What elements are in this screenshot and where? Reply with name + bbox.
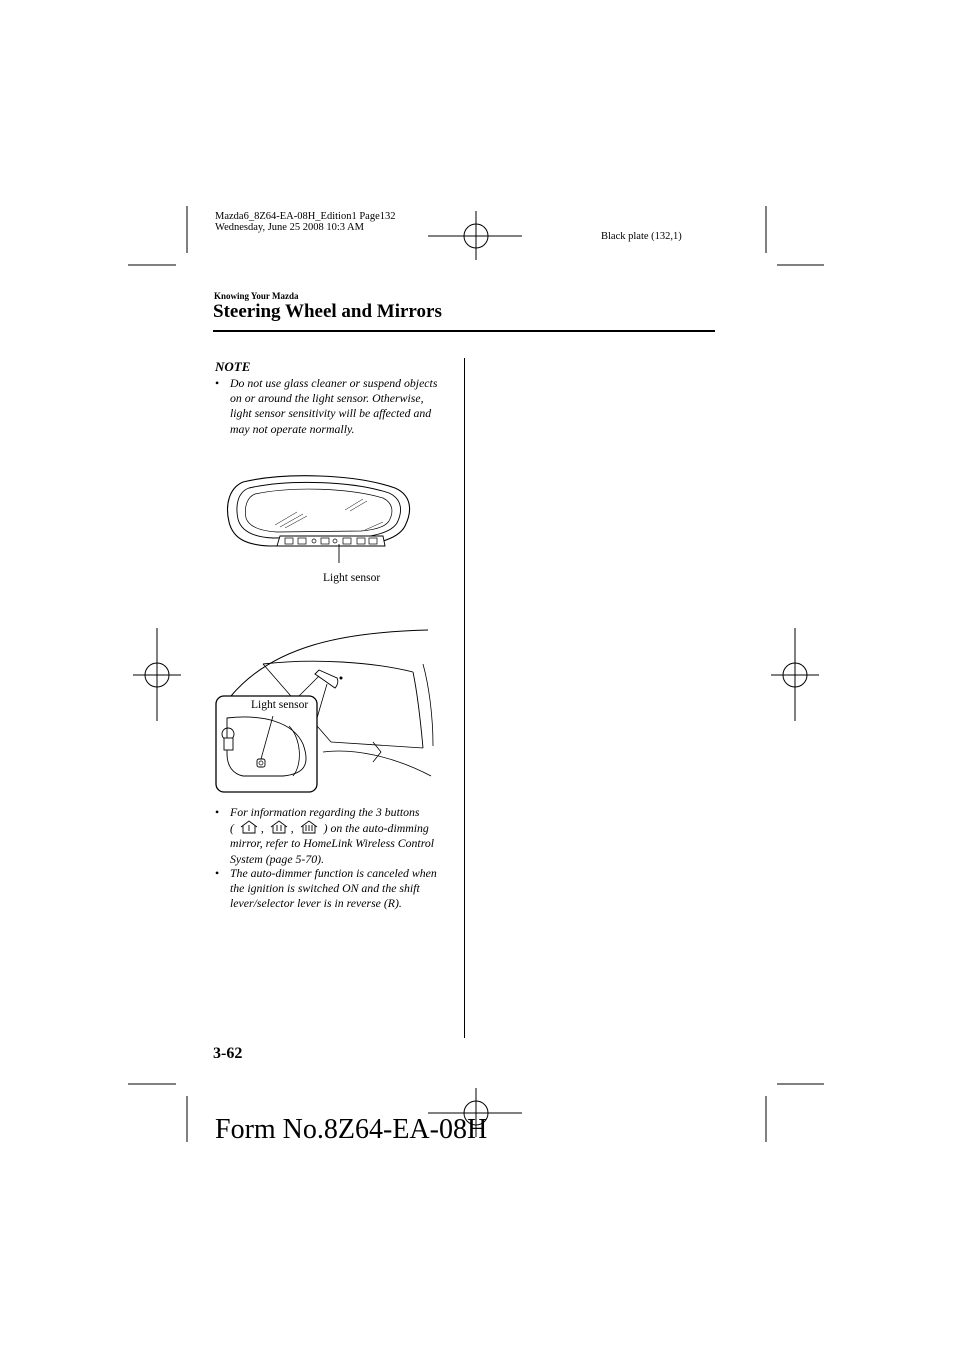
bullet-icon: • [215,805,220,819]
bullet-text: ) on the auto-dimming [323,821,429,836]
title-rule [213,330,715,332]
bullet-line: lever/selector lever is in reverse (R). [230,896,402,911]
page-number: 3-62 [213,1045,243,1062]
bullet-line: on or around the light sensor. Otherwise, [230,391,424,406]
bullet-line: may not operate normally. [230,421,355,436]
homelink-house-icon [269,820,289,834]
note-bullet-glass-cleaner [215,376,462,437]
print-info-line1: Mazda6_8Z64-EA-08H_Edition1 Page132 [215,211,396,222]
bullet-icon: • [215,376,220,390]
mirror-light-sensor-label: Light sensor [323,572,381,584]
car-light-sensor-label: Light sensor [251,699,309,711]
form-number: Form No.8Z64-EA-08H [215,1114,488,1145]
bullet-line: the ignition is switched ON and the shift [230,881,420,896]
open-paren: ( [230,821,234,836]
bullet-line: System (page 5-70). [230,851,325,866]
bullet-icon: • [215,866,220,880]
bullet-line: For information regarding the 3 buttons [230,805,420,819]
registration-mark [133,628,181,721]
registration-mark [771,628,819,721]
bullet-line: mirror, refer to HomeLink Wireless Control [230,836,435,851]
section-label: Knowing Your Mazda [214,291,299,301]
bullet-line: The auto-dimmer function is canceled when [230,866,437,880]
comma-separator: , [290,821,294,836]
note-heading: NOTE [215,359,251,374]
registration-mark [428,211,522,260]
note-bullet-auto-dimmer [215,866,462,912]
windshield-mirror-illustration [213,626,435,796]
column-divider [464,358,465,1038]
page-title: Steering Wheel and Mirrors [213,301,442,322]
print-info-line2: Wednesday, June 25 2008 10:3 AM [215,222,364,233]
note-bullet-homelink [215,805,462,867]
homelink-house-icon [239,820,259,834]
bullet-line: Do not use glass cleaner or suspend objects [230,376,438,390]
homelink-house-icon [299,820,319,834]
comma-separator: , [260,821,264,836]
bullet-line-with-icons [230,820,462,836]
bullet-line: light sensor sensitivity will be affected and [230,406,432,421]
plate-info: Black plate (132,1) [601,231,682,242]
rearview-mirror-illustration [225,470,415,565]
